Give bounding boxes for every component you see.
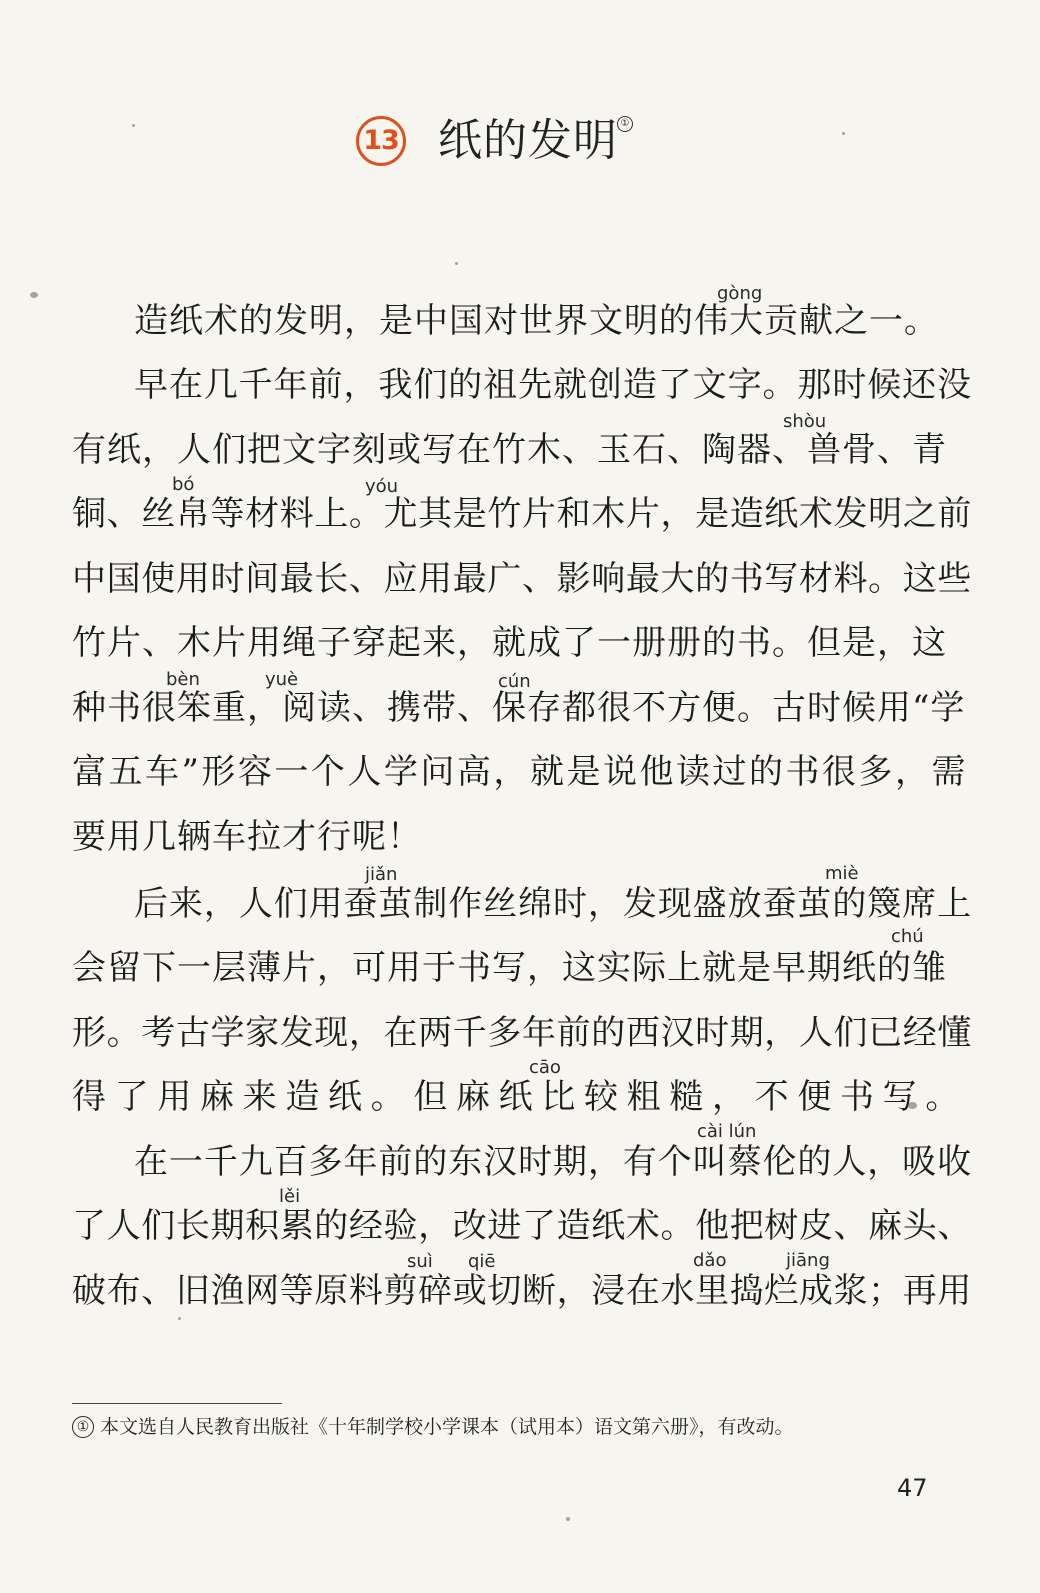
text-line: 在一千九百多年前的东汉时期，有个叫蔡伦的人，吸收: [134, 1142, 972, 1182]
text-line: 后来，人们用蚕茧制作丝绵时，发现盛放蚕茧的篾席上: [134, 884, 972, 924]
pinyin-annotation: shòu: [783, 411, 827, 432]
pinyin-annotation: cāo: [529, 1057, 561, 1078]
footnote-divider: [72, 1403, 282, 1404]
footnote-text: 本文选自人民教育出版社《十年制学校小学课本（试用本）语文第六册》，有改动。: [100, 1416, 794, 1438]
pinyin-annotation: dǎo: [693, 1250, 727, 1271]
pinyin-annotation: yuè: [265, 669, 299, 690]
text-line: 竹片、木片用绳子穿起来，就成了一册册的书。但是，这: [72, 623, 947, 663]
pinyin-annotation: suì: [407, 1251, 433, 1272]
text-line: 有纸，人们把文字刻或写在竹木、玉石、陶器、兽骨、青: [72, 430, 947, 470]
page-title: 纸的发明: [438, 115, 618, 166]
paper-speck: [30, 292, 38, 298]
footnote-marker: ①: [72, 1416, 94, 1438]
text-line: 得了用麻来造纸。但麻纸比较粗糙，不便书写。: [72, 1077, 968, 1117]
text-line: 形。考古学家发现，在两千多年前的西汉时期，人们已经懂: [72, 1013, 972, 1053]
text-line: 要用几辆车拉才行呢！: [72, 817, 422, 857]
lesson-title: [0, 112, 1040, 172]
text-line: 破布、旧渔网等原料剪碎或切断，浸在水里捣烂成浆；再用: [72, 1271, 972, 1311]
footnote-marker: ①: [617, 116, 633, 132]
pinyin-annotation: bèn: [166, 669, 200, 690]
pinyin-annotation: cún: [498, 671, 531, 692]
paper-speck: [566, 1517, 570, 1521]
pinyin-annotation: jiǎn: [365, 864, 398, 885]
lesson-number-badge: 13: [356, 116, 406, 166]
text-line: 了人们长期积累的经验，改进了造纸术。他把树皮、麻头、: [72, 1206, 972, 1246]
page-number: 47: [897, 1474, 928, 1502]
pinyin-annotation: bó: [172, 474, 195, 495]
pinyin-annotation: gòng: [717, 283, 763, 304]
text-line: 铜、丝帛等材料上。尤其是竹片和木片，是造纸术发明之前: [72, 494, 972, 534]
text-line: 会留下一层薄片，可用于书写，这实际上就是早期纸的雏: [72, 948, 947, 988]
pinyin-annotation: cài lún: [697, 1121, 757, 1142]
pinyin-annotation: lěi: [279, 1186, 301, 1207]
pinyin-annotation: qiē: [468, 1251, 496, 1272]
pinyin-annotation: miè: [825, 863, 859, 884]
text-line: 造纸术的发明，是中国对世界文明的伟大贡献之一。: [134, 301, 939, 341]
text-line: 中国使用时间最长、应用最广、影响最大的书写材料。这些: [72, 559, 972, 599]
footnote: [72, 1412, 972, 1442]
pinyin-annotation: jiāng: [786, 1250, 830, 1271]
text-line: 富五车”形容一个人学问高，就是说他读过的书很多，需: [72, 752, 968, 792]
paper-speck: [455, 262, 458, 265]
pinyin-annotation: yóu: [365, 476, 399, 497]
pinyin-annotation: chú: [891, 926, 924, 947]
text-line: 种书很笨重，阅读、携带、保存都很不方便。古时候用“学: [72, 688, 966, 728]
paper-speck: [178, 1317, 181, 1320]
text-line: 早在几千年前，我们的祖先就创造了文字。那时候还没: [134, 365, 972, 405]
